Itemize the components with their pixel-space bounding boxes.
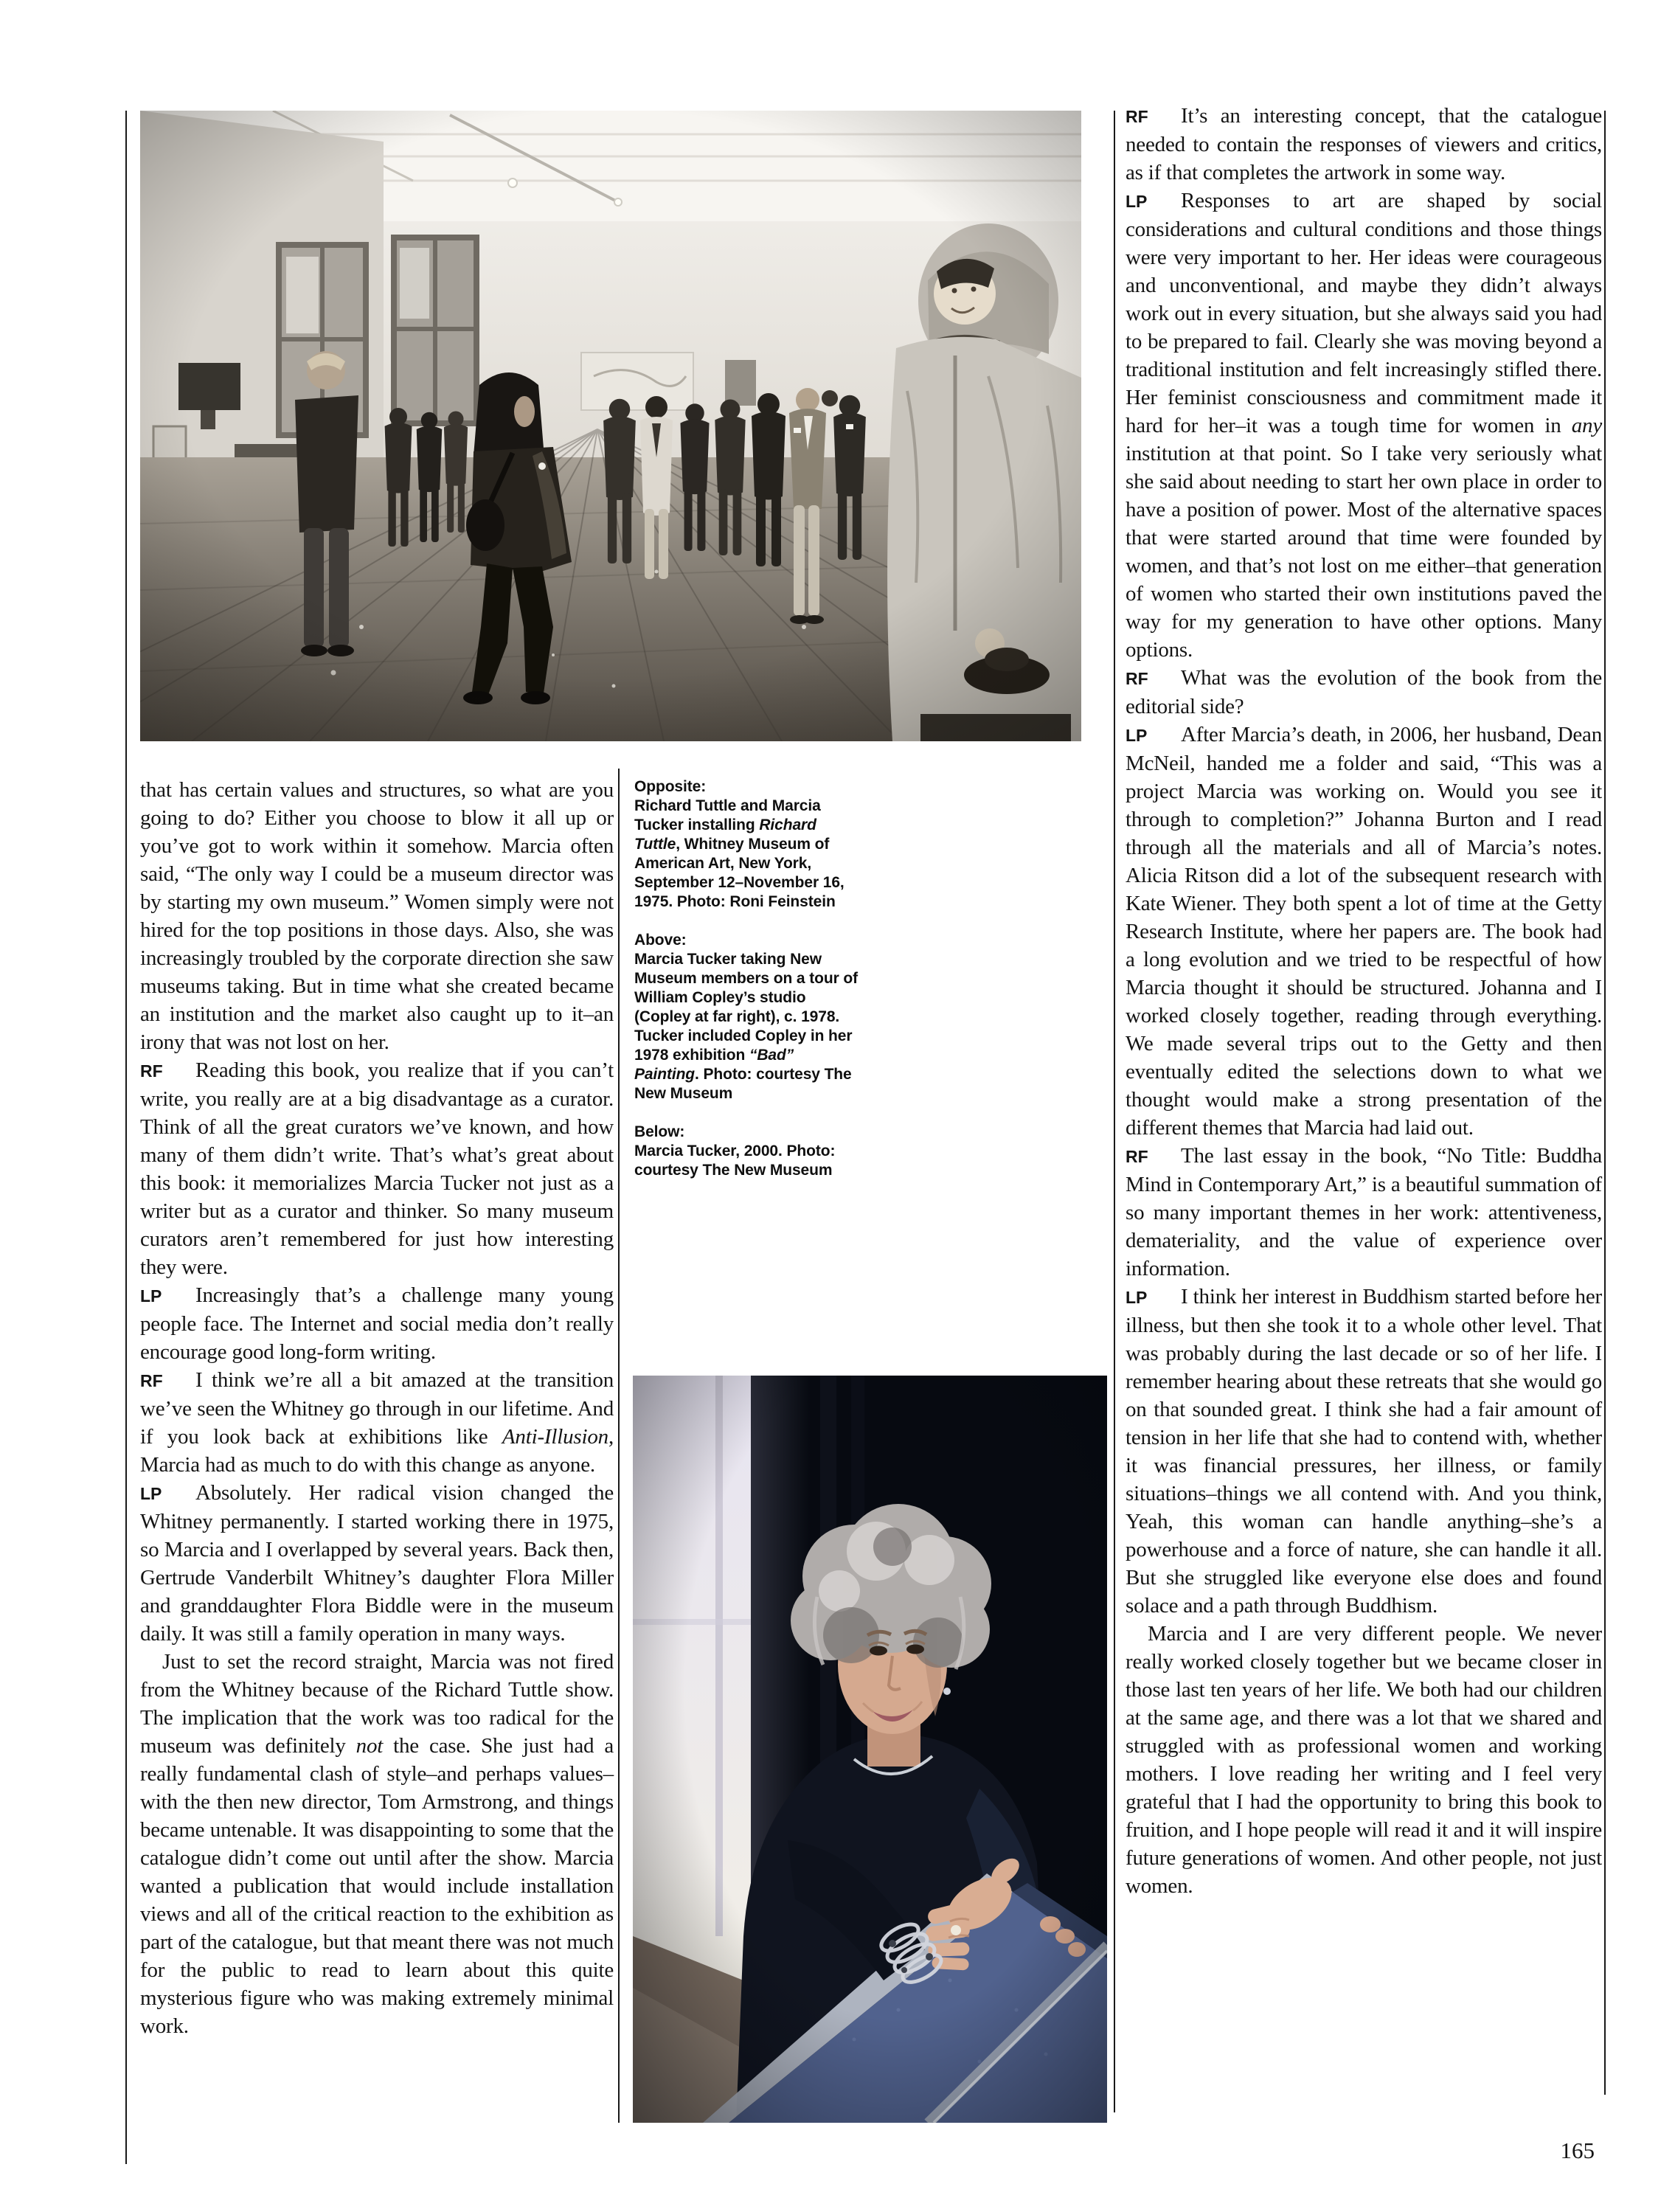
speaker-label: RF bbox=[1126, 669, 1148, 688]
speaker-label: LP bbox=[140, 1286, 162, 1306]
paragraph-text: What was the evolution of the book from the editorial side? bbox=[1126, 666, 1602, 718]
speaker-label: LP bbox=[140, 1484, 162, 1503]
interview-paragraph bbox=[1126, 664, 1602, 721]
interview-paragraph bbox=[1126, 1142, 1602, 1283]
portrait-photo bbox=[633, 1376, 1107, 2123]
interview-paragraph bbox=[1126, 1620, 1602, 1900]
gallery-photo-illustration bbox=[140, 111, 1081, 741]
speaker-label: RF bbox=[140, 1371, 163, 1390]
caption-column bbox=[634, 777, 859, 1199]
paragraph-text: I think her interest in Buddhism started before her illness, but then she took it to a whole other level. That was probably during the last decade or so of her life. I remember hearing about these retreats that she would go on that sounded great. I think she had a fair amount of tension in her life that she had to contend with, whether it was financial pressures, her illness, or family situations–things we all contend with. And you think, Yeah, this woman can handle anything–she’s a powerhouse and a force of nature, she can handle it all. But she struggled like everyone else does and found solace and a path through Buddhism. bbox=[1126, 1285, 1602, 1618]
caption-text: Marcia Tucker, 2000. Photo: courtesy The New Museum bbox=[634, 1143, 836, 1179]
paragraph-text: I think we’re all a bit amazed at the transition we’ve seen the Whitney go through in our lifetime. And if you look back at exhibitions like Anti-Illusion, Marcia had as much to do with this change as anyone. bbox=[140, 1368, 614, 1477]
left-column bbox=[140, 776, 614, 2040]
speaker-label: RF bbox=[140, 1061, 163, 1081]
paragraph-text: Responses to art are shaped by social considerations and cultural conditions and those things were very important to her. Her ideas were courageous and unconventional, and maybe they didn’t always work out in every situation, but she always said you had to be prepared to fail. Clearly she was moving beyond a traditional institution and felt increasingly stifled there. Her feminist consciousness and commitment made it hard for her–it was a tough time for women in any institution at that point. So I take very seriously what she said about needing to start her own place in order to have a position of power. Most of the alternative spaces that were started around that time were founded by women, and that’s not lost on me either–that generation of women who started their own institutions paved the way for my generation to have other options. Many options. bbox=[1126, 189, 1602, 662]
caption-label: Below: bbox=[634, 1123, 685, 1140]
paragraph-text: Absolutely. Her radical vision changed the Whitney permanently. I started working there in 1975, so Marcia and I overlapped by several years. Back then, Gertrude Vanderbilt Whitney’s daughter Flora Miller and granddaughter Flora Biddle were in the museum daily. It was still a family operation in many ways. bbox=[140, 1481, 614, 1646]
paragraph-text: that has certain values and structures, so what are you going to do? Either you choose to blow it all up or you’ve got to work within it somehow. Marcia often said, “The only way I could be a museum director was by starting my own museum.” Women simply were not hired for the top positions in those days. Also, she was increasingly troubled by the corporate direction she saw museums taking. But in time what she created became an institution and the market also caught up to it–an irony that was not lost on her. bbox=[140, 778, 614, 1054]
speaker-label: LP bbox=[1126, 192, 1148, 211]
paragraph-text: It’s an interesting concept, that the catalogue needed to contain the responses of viewers and critics, as if that completes the artwork in some way. bbox=[1126, 104, 1602, 184]
column-rule-far-right bbox=[1604, 111, 1606, 2095]
speaker-label: RF bbox=[1126, 107, 1148, 126]
interview-paragraph bbox=[1126, 102, 1602, 187]
interview-paragraph bbox=[1126, 721, 1602, 1142]
interview-paragraph bbox=[140, 776, 614, 1056]
interview-paragraph bbox=[1126, 1283, 1602, 1620]
caption-group bbox=[634, 931, 859, 1103]
right-column bbox=[1126, 102, 1602, 1900]
speaker-label: RF bbox=[1126, 1147, 1148, 1166]
paragraph-text: Just to set the record straight, Marcia was not fired from the Whitney because of the Richard Tuttle show. The implication that the work was too radical for the museum was definitely not the case. She just had a really fundamental clash of style–and perhaps values–with the then new director, Tom Armstrong, and things became untenable. It was disappointing to some that the catalogue didn’t come out until after the show. Marcia wanted a publication that would include installation views and all of the critical reaction to the exhibition as part of the catalogue, but that meant there was not much for the public to read to learn about this quite mysterious figure who was making extremely minimal work. bbox=[140, 1650, 614, 2038]
column-rule-middle bbox=[618, 769, 620, 2123]
interview-paragraph bbox=[140, 1281, 614, 1366]
interview-paragraph bbox=[140, 1056, 614, 1281]
interview-paragraph bbox=[140, 1648, 614, 2040]
column-rule-right-column bbox=[1114, 111, 1115, 2112]
caption-text: Richard Tuttle and Marcia Tucker installing Richard Tuttle, Whitney Museum of American Art, New York, September 12–November 16, 1975. Photo: Roni Feinstein bbox=[634, 797, 845, 910]
paragraph-text: Reading this book, you realize that if you can’t write, you really are at a big disadvantage as a curator. Think of all the great curators we’ve known, and how many of them didn’t write. That’s what’s great about this book: it memorializes Marcia Tucker not just as a writer but as a curator and thinker. So many museum curators aren’t remembered for just how interesting they were. bbox=[140, 1058, 614, 1279]
caption-group bbox=[634, 1123, 859, 1180]
paragraph-text: Marcia and I are very different people. We never really worked closely together but we became closer in those last ten years of her life. We both had our children at the same age, and there was a lot that we shared and struggled with as professional women and working mothers. I love reading her writing and I feel very grateful that I had the opportunity to bring this book to fruition, and I hope people will read it and it will inspire future generations of women. And other people, not just women. bbox=[1126, 1622, 1602, 1898]
speaker-label: LP bbox=[1126, 726, 1148, 745]
paragraph-text: Increasingly that’s a challenge many young people face. The Internet and social media don’t really encourage good long-form writing. bbox=[140, 1283, 614, 1364]
interview-paragraph bbox=[140, 1479, 614, 1648]
column-rule-left bbox=[125, 111, 127, 2164]
caption-group bbox=[634, 777, 859, 912]
gallery-photo bbox=[140, 111, 1081, 741]
caption-label: Above: bbox=[634, 932, 687, 949]
portrait-photo-illustration bbox=[633, 1376, 1107, 2123]
interview-paragraph bbox=[1126, 187, 1602, 664]
interview-paragraph bbox=[140, 1366, 614, 1479]
caption-text: Marcia Tucker taking New Museum members on a tour of William Copley’s studio (Copley at far right), c. 1978. Tucker included Copley in her 1978 exhibition “Bad” Painting. Photo: courtesy The New Museum bbox=[634, 951, 859, 1102]
page-number: 165 bbox=[1560, 2138, 1595, 2163]
speaker-label: LP bbox=[1126, 1288, 1148, 1307]
paragraph-text: After Marcia’s death, in 2006, her husband, Dean McNeil, handed me a folder and said, “This was a project Marcia was working on. Would you see it through to completion?” Johanna Burton and I read through all the materials and all of Marcia’s notes. Alicia Ritson did a lot of the subsequent research with Kate Wiener. They both spent a lot of time at the Getty Research Institute, where her papers are. The book had a long evolution and we tried to be respectful of how Marcia thought it should be structured. Johanna and I worked closely together, reading through everything. We made several trips out to the Getty and then eventually edited the selections down to what we thought would make a strong presentation of the different themes that Marcia had laid out. bbox=[1126, 723, 1602, 1140]
caption-label: Opposite: bbox=[634, 778, 707, 795]
paragraph-text: The last essay in the book, “No Title: Buddha Mind in Contemporary Art,” is a beautiful summation of so many important themes in her work: attentiveness, demateriality, and the value of experience over information. bbox=[1126, 1144, 1602, 1280]
